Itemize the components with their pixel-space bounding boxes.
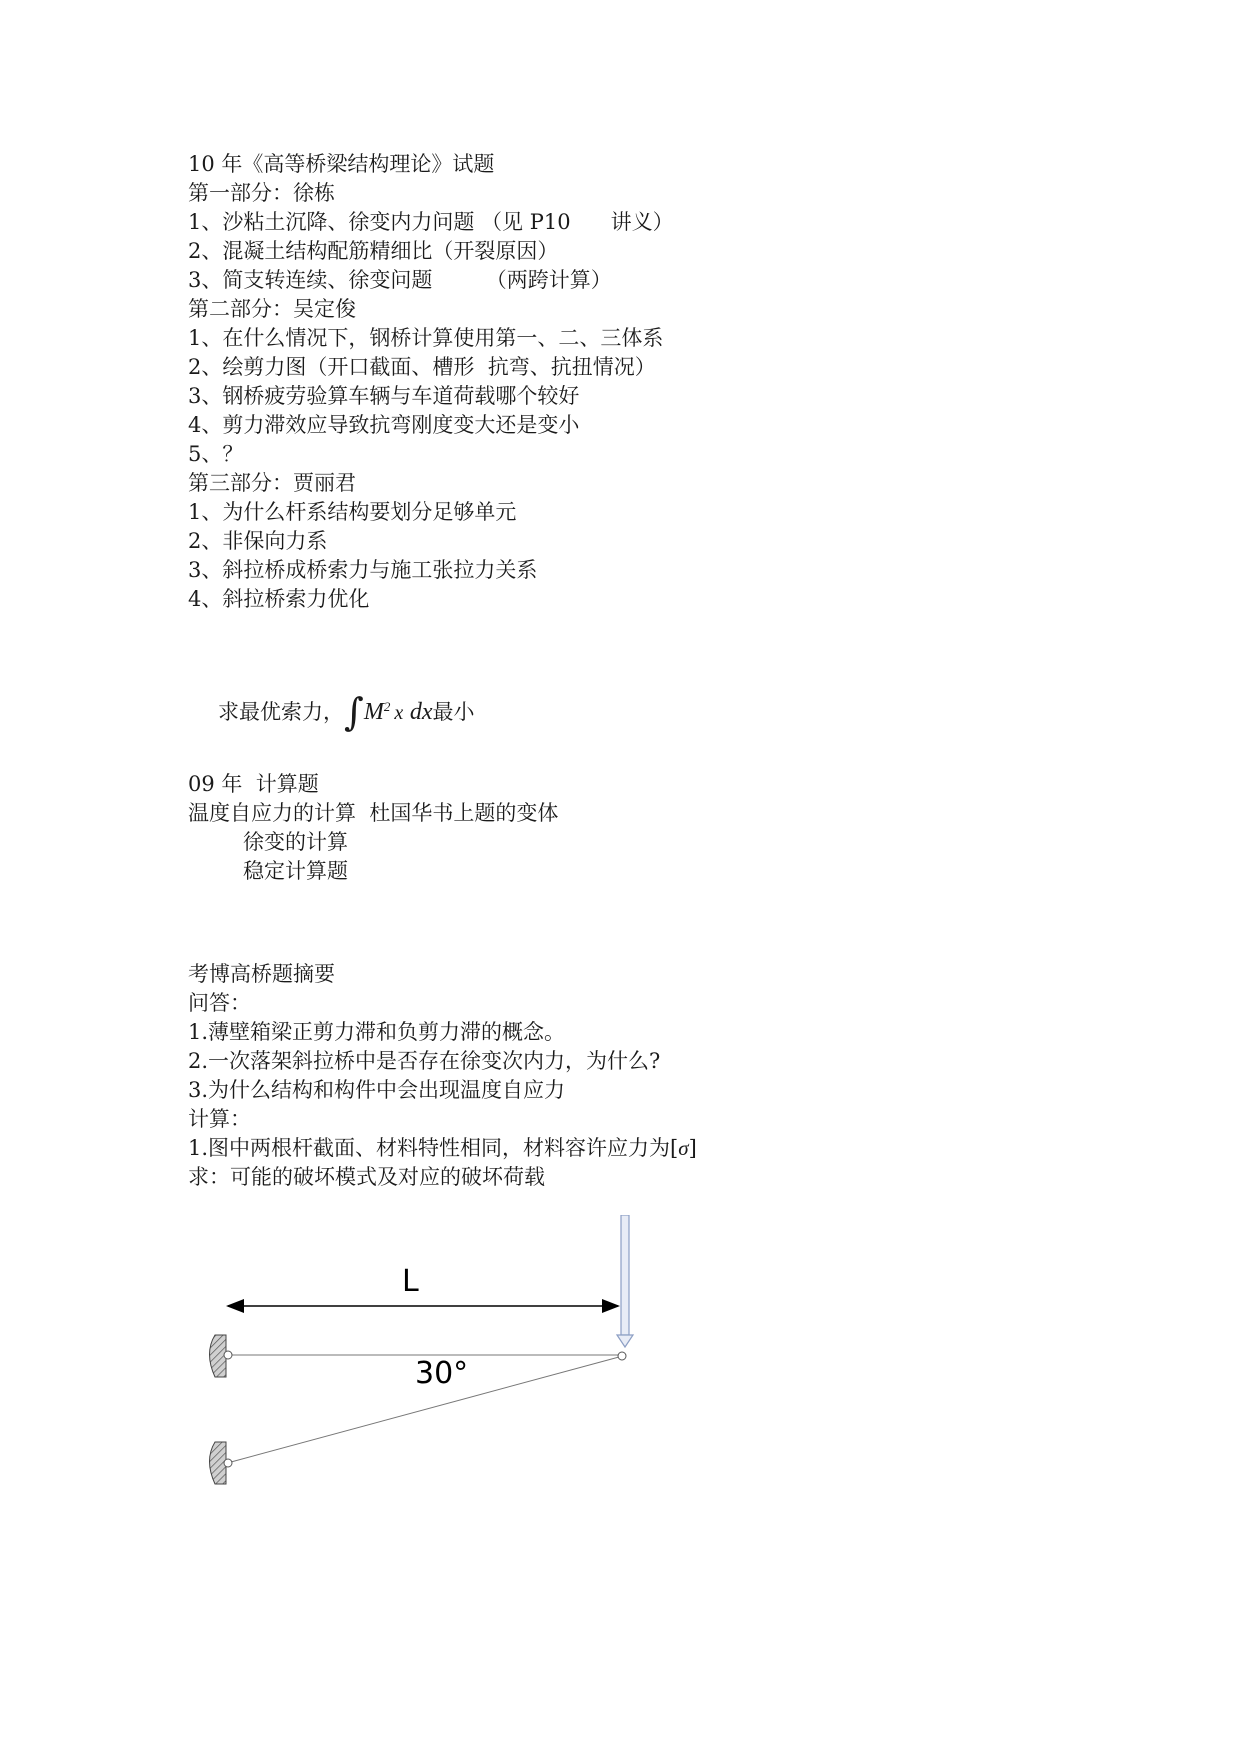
joint-hinge-icon (618, 1352, 626, 1360)
lower-hinge-icon (224, 1459, 232, 1467)
dimension-line (226, 1299, 620, 1313)
formula-suffix: 最小 (432, 700, 475, 724)
load-arrow-icon (617, 1215, 633, 1347)
part-three-heading: 第三部分：贾丽君 (188, 471, 356, 495)
question-line: 2、非保向力系 (188, 529, 328, 553)
section-09-line: 稳定计算题 (243, 859, 348, 883)
angle-label: 30° (415, 1356, 469, 1391)
exam-title: 10 年《高等桥梁结构理论》试题 (188, 152, 495, 176)
length-label: L (402, 1264, 419, 1299)
calc-question: 求：可能的破坏模式及对应的破坏荷载 (188, 1165, 545, 1189)
question-line: 4、斜拉桥索力优化 (188, 587, 370, 611)
qa-question: 1.薄壁箱梁正剪力滞和负剪力滞的概念。 (188, 1020, 566, 1044)
truss-figure (180, 1215, 650, 1515)
summary-title: 考博高桥题摘要 (188, 962, 335, 986)
calc-question (188, 1134, 697, 1162)
question-line: 3、简支转连续、徐变问题 （两跨计算） (188, 268, 612, 292)
section-09-line: 徐变的计算 (243, 830, 348, 854)
formula-variable: x (394, 702, 404, 724)
part-two-heading: 第二部分：吴定俊 (188, 297, 356, 321)
question-line: 5、？ (188, 442, 244, 466)
formula-exponent: 2 (383, 699, 391, 714)
question-line: 3、斜拉桥成桥索力与施工张拉力关系 (188, 558, 538, 582)
qa-label: 问答： (188, 991, 251, 1015)
sigma-symbol: σ (678, 1136, 689, 1160)
integral-symbol: ∫ (344, 690, 364, 734)
calc-label: 计算： (188, 1107, 251, 1131)
question-line: 2、混凝土结构配筋精细比（开裂原因） (188, 239, 559, 263)
section-09-title: 09 年 计算题 (188, 772, 319, 796)
question-line: 3、钢桥疲劳验算车辆与车道荷载哪个较好 (188, 384, 580, 408)
formula-differential: dx (409, 699, 433, 725)
section-09-line: 温度自应力的计算 杜国华书上题的变体 (188, 801, 559, 825)
formula-moment: M (363, 699, 384, 725)
optimization-formula (218, 684, 475, 734)
question-line: 1、为什么杆系结构要划分足够单元 (188, 500, 517, 524)
upper-hinge-icon (224, 1351, 232, 1359)
question-line: 4、剪力滞效应导致抗弯刚度变大还是变小 (188, 413, 580, 437)
qa-question: 2.一次落架斜拉桥中是否存在徐变次内力，为什么? (188, 1049, 661, 1073)
calc-question-bracket: ] (688, 1136, 697, 1160)
part-one-heading: 第一部分：徐栋 (188, 181, 335, 205)
calc-question-text: 1.图中两根杆截面、材料特性相同，材料容许应力为[ (188, 1136, 679, 1160)
upper-support-icon (210, 1335, 227, 1377)
question-line: 1、在什么情况下，钢桥计算使用第一、二、三体系 (188, 326, 664, 350)
formula-prefix: 求最优索力， (218, 700, 344, 724)
question-line: 1、沙粘土沉降、徐变内力问题 （见 P10 讲义） (188, 210, 674, 234)
qa-question: 3.为什么结构和构件中会出现温度自应力 (188, 1078, 566, 1102)
question-line: 2、绘剪力图（开口截面、槽形 抗弯、抗扭情况） (188, 355, 656, 379)
